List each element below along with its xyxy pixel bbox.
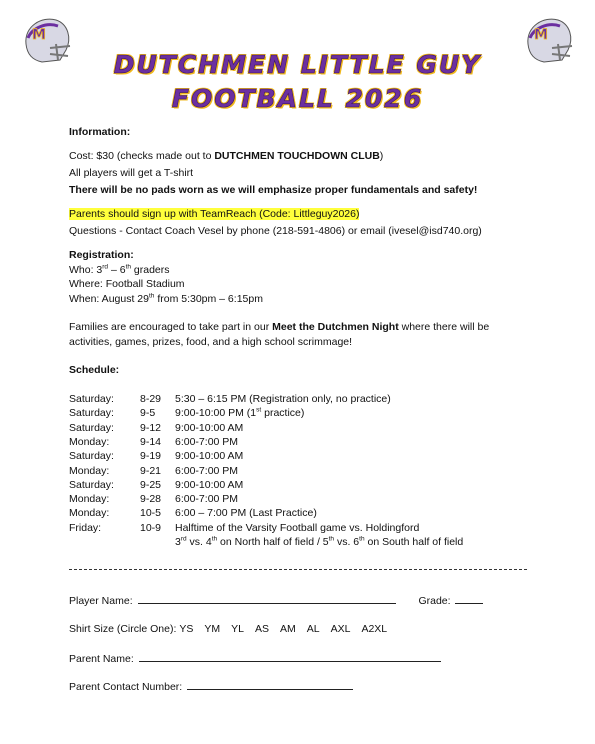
helmet-m-icon: [522, 14, 576, 66]
schedule-day: Monday:: [69, 507, 110, 520]
shirt-size-option[interactable]: AM: [279, 623, 296, 635]
final-d: vs. 6: [334, 536, 360, 548]
schedule-day: Friday:: [69, 521, 102, 534]
schedule-date: 9-19: [140, 450, 162, 463]
schedule-desc: [175, 406, 304, 420]
schedule-desc: [175, 435, 238, 449]
schedule-date: 9-12: [140, 421, 162, 434]
parent-name-field[interactable]: [139, 651, 441, 662]
shirt-size-option[interactable]: AL: [306, 623, 320, 635]
grade-label: Grade:: [418, 595, 451, 607]
where-line: Where: Football Stadium: [69, 278, 185, 290]
shirt-size-options: [176, 623, 387, 635]
schedule-desc-text: 9:00-10:00 PM (1: [175, 407, 257, 420]
schedule-desc-text: 6:00-7:00 PM: [175, 435, 239, 448]
parent-contact-row: [69, 679, 353, 694]
player-name-label: Player Name:: [69, 595, 133, 607]
who-prefix: Who: 3: [69, 264, 103, 276]
shirt-size-option[interactable]: A2XL: [361, 623, 388, 635]
schedule-desc: [175, 449, 243, 463]
families-event: Meet the Dutchmen Night: [272, 321, 399, 333]
who-sup1: rd: [102, 263, 109, 271]
schedule-day: Saturday:: [69, 421, 114, 434]
schedule-date: 9-25: [140, 478, 162, 491]
schedule-desc-text: 9:00-10:00 AM: [175, 450, 244, 463]
who-sup2: th: [125, 263, 131, 271]
parent-name-row: [69, 651, 441, 666]
schedule-day: Saturday:: [69, 478, 114, 491]
cost-line: [69, 149, 383, 163]
schedule-date: 8-29: [140, 393, 162, 405]
who-mid: – 6: [108, 264, 126, 276]
families-line2: activities, games, prizes, food, and a high school scrimmage!: [69, 336, 353, 348]
schedule-desc-sup: st: [256, 406, 262, 414]
helmet-m-icon: [20, 14, 74, 66]
schedule-day: Saturday:: [69, 407, 114, 420]
questions-line: Questions - Contact Coach Vesel by phone (218-591-4806) or email (ivesel@isd740.org): [69, 225, 482, 237]
schedule-desc-text: 6:00-7:00 PM: [175, 464, 239, 477]
player-name-row: [69, 593, 483, 608]
schedule-desc-suffix: practice): [261, 407, 305, 420]
registration-heading: Registration:: [69, 249, 134, 261]
page-title: DUTCHMEN LITTLE GUY: [113, 50, 482, 79]
final-b-sup: th: [211, 535, 218, 543]
cost-suffix: ): [379, 150, 384, 162]
final-a: 3: [175, 536, 181, 548]
when-suffix: from 5:30pm – 6:15pm: [154, 293, 263, 305]
final-e: on South half of field: [364, 536, 464, 548]
schedule-day: Saturday:: [69, 450, 114, 463]
pads-line: There will be no pads worn as we will emphasize proper fundamentals and safety!: [69, 184, 478, 196]
shirt-size-label: Shirt Size (Circle One):: [69, 623, 177, 635]
schedule-date: 9-28: [140, 493, 162, 506]
shirt-size-row: [69, 622, 387, 636]
schedule-desc-text: 9:00-10:00 AM: [175, 421, 244, 434]
final-c: on North half of field / 5: [217, 536, 329, 548]
schedule-desc: [175, 521, 419, 535]
schedule-desc: [175, 478, 243, 492]
schedule-desc-text: 9:00-10:00 AM: [175, 478, 244, 491]
schedule-day: Monday:: [69, 464, 110, 477]
when-prefix: When: August 29: [69, 293, 149, 305]
schedule-date: 9-5: [140, 407, 156, 420]
signup-line: [69, 207, 359, 221]
signup-highlight: Parents should sign up with TeamReach (Code: Littleguy2026): [69, 208, 360, 220]
final-c-sup: th: [328, 535, 335, 543]
schedule-day: Saturday:: [69, 393, 114, 405]
svg-text:M: M: [32, 27, 46, 43]
cut-line-divider: [69, 569, 527, 570]
shirt-size-option[interactable]: YL: [231, 623, 244, 635]
when-line: [69, 292, 263, 306]
schedule-day: Monday:: [69, 435, 110, 448]
cost-club: DUTCHMEN TOUCHDOWN CLUB: [214, 150, 380, 162]
schedule-desc-text: Halftime of the Varsity Football game vs. Holdingford: [175, 521, 420, 534]
schedule-date: 10-9: [140, 521, 162, 534]
schedule-desc: [175, 506, 317, 520]
cost-prefix: Cost: $30 (checks made out to: [69, 150, 215, 162]
grade-field[interactable]: [455, 593, 483, 604]
parent-name-label: Parent Name:: [69, 653, 134, 665]
shirt-size-option[interactable]: AS: [254, 623, 269, 635]
families-line1: [69, 320, 489, 334]
schedule-desc-text: 6:00-7:00 PM: [175, 493, 239, 506]
schedule-heading: Schedule:: [69, 364, 120, 376]
tshirt-line: All players will get a T-shirt: [69, 167, 194, 179]
final-d-sup: th: [359, 535, 365, 543]
schedule-date: 9-21: [140, 464, 162, 477]
families-suffix: where there will be: [398, 321, 490, 333]
schedule-desc-text: 6:00 – 7:00 PM (Last Practice): [175, 507, 317, 520]
schedule-desc-text: 5:30 – 6:15 PM (Registration only, no practice): [175, 393, 391, 405]
info-heading: Information:: [69, 126, 131, 138]
final-b: vs. 4: [186, 536, 212, 548]
schedule-day: Monday:: [69, 493, 110, 506]
who-suffix: graders: [130, 264, 170, 276]
schedule-desc: [175, 421, 243, 435]
shirt-size-option[interactable]: YS: [179, 623, 194, 635]
shirt-size-option[interactable]: YM: [204, 623, 221, 635]
player-name-field[interactable]: [138, 593, 396, 604]
schedule-desc: [175, 464, 238, 478]
svg-text:M: M: [534, 27, 548, 43]
final-a-sup: rd: [180, 535, 187, 543]
schedule-desc: [175, 392, 391, 406]
page-title-line2: FOOTBALL 2026: [171, 84, 424, 113]
schedule-date: 9-14: [140, 435, 162, 448]
who-line: [69, 263, 170, 277]
families-prefix: Families are encouraged to take part in our: [69, 321, 273, 333]
when-sup: th: [148, 292, 155, 300]
schedule-desc: [175, 492, 238, 506]
shirt-size-option[interactable]: AXL: [330, 623, 351, 635]
parent-contact-label: Parent Contact Number:: [69, 681, 183, 693]
schedule-date: 10-5: [140, 507, 162, 520]
parent-contact-field[interactable]: [187, 679, 353, 690]
schedule-final-desc: [175, 535, 463, 549]
